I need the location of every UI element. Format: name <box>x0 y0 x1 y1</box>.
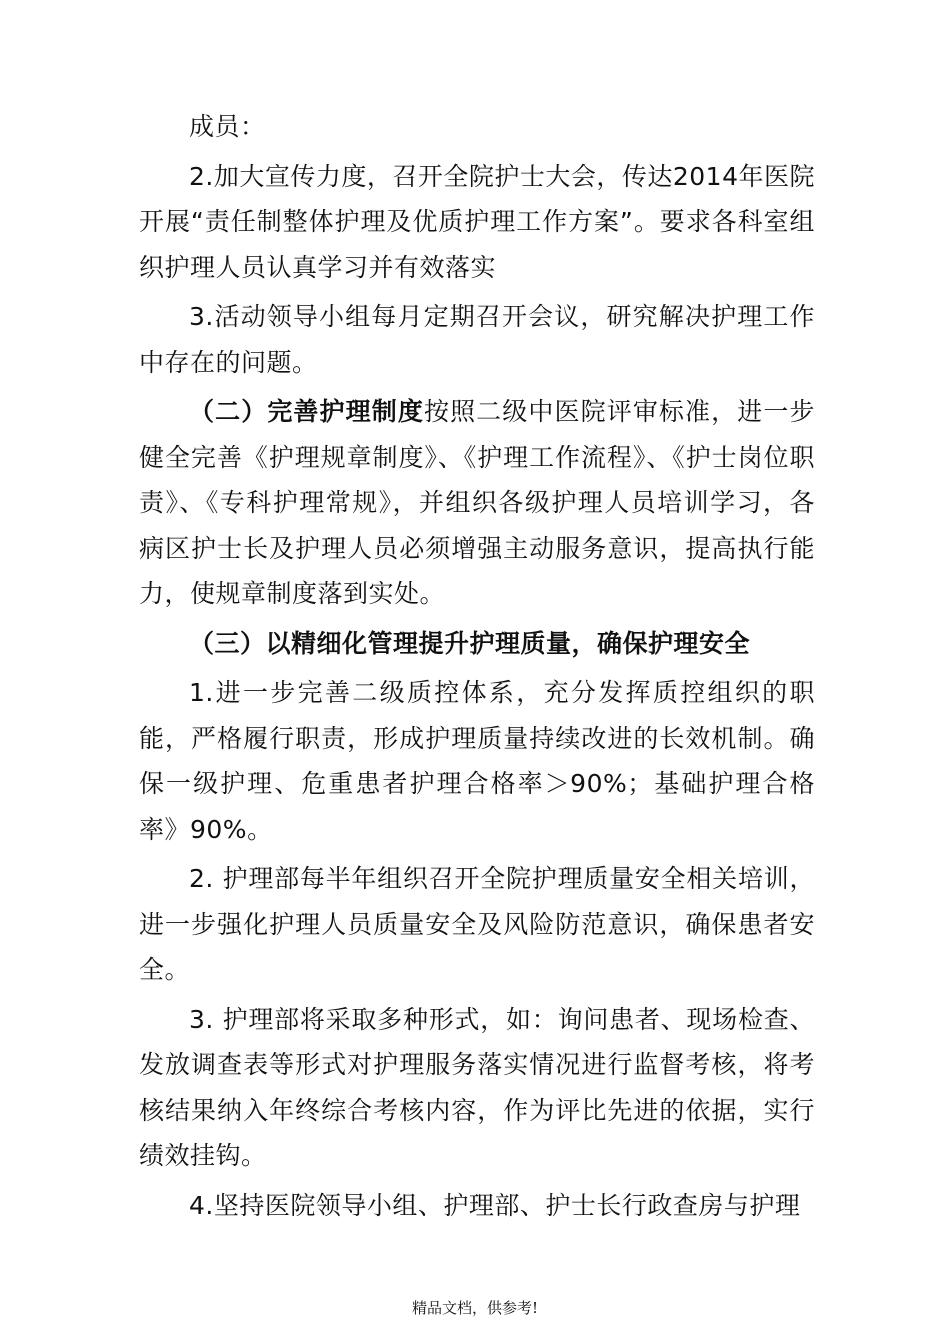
paragraph-text: 1.进一步完善二级质控体系，充分发挥质控组织的职能，严格履行职责，形成护理质量持续改进的长效机制。确保一级护理、危重患者护理合格率＞90%；基础护理合格率》90%。 <box>139 678 815 844</box>
paragraph-text: 按照二级中医院评审标准，进一步健全完善《护理规章制度》、《护理工作流程》、《护士岗位职责》、《专科护理常规》，并组织各级护理人员培训学习，各病区护士长及护理人员必须增强主动服务意识，提高执行能力，使规章制度落到实处。 <box>139 397 815 608</box>
paragraph-text: 成员： <box>189 112 266 141</box>
paragraph-item-1 <box>139 670 815 852</box>
paragraph-item-2 <box>139 154 815 291</box>
section-heading-3 <box>139 621 815 667</box>
document-body <box>139 104 815 1232</box>
paragraph-section-2 <box>139 389 815 617</box>
paragraph-text: 2.加大宣传力度，召开全院护士大会，传达2014年医院开展“责任制整体护理及优质护理工作方案”。要求各科室组织护理人员认真学习并有效落实 <box>139 161 815 282</box>
paragraph-item-4 <box>139 1183 815 1229</box>
section-heading-inline: （二）完善护理制度 <box>189 397 424 426</box>
section-heading-text: （三）以精细化管理提升护理质量，确保护理安全 <box>189 628 751 658</box>
page-footer <box>0 1297 950 1318</box>
paragraph-members <box>139 104 815 150</box>
paragraph-item-2b <box>139 856 815 993</box>
paragraph-item-3 <box>139 294 815 385</box>
paragraph-text: 4.坚持医院领导小组、护理部、护士长行政查房与护理 <box>189 1190 801 1220</box>
paragraph-text: 3. 护理部将采取多种形式，如：询问患者、现场检查、发放调查表等形式对护理服务落实情况进行监督考核，将考核结果纳入年终综合考核内容，作为评比先进的依据，实行绩效挂钩。 <box>139 1004 815 1170</box>
paragraph-item-3b <box>139 997 815 1179</box>
paragraph-text: 3.活动领导小组每月定期召开会议，研究解决护理工作中存在的问题。 <box>139 302 815 377</box>
footer-text: 精品文档，供参考! <box>411 1299 539 1317</box>
paragraph-text: 2. 护理部每半年组织召开全院护理质量安全相关培训，进一步强化护理人员质量安全及风险防范意识，确保患者安全。 <box>139 864 815 984</box>
